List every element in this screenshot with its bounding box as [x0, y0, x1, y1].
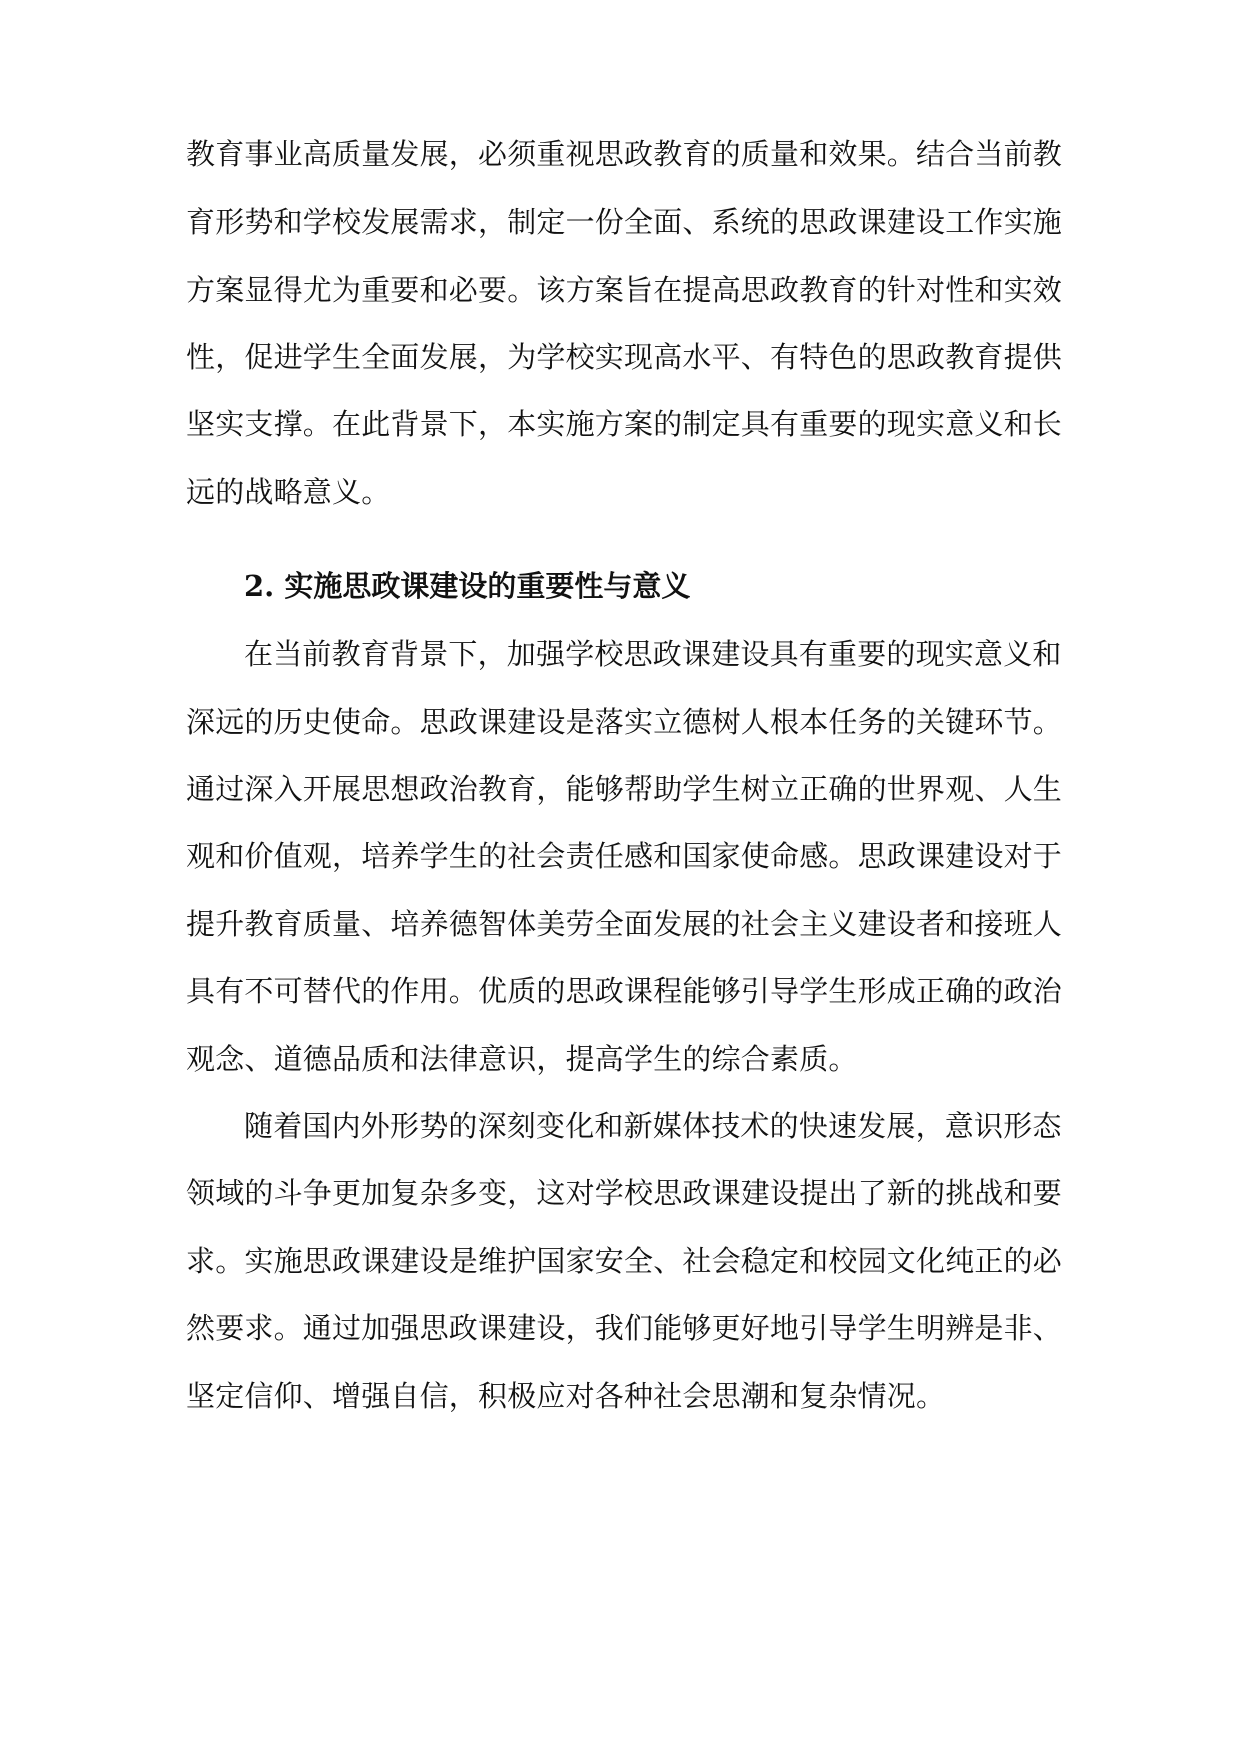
paragraph-line: 领域的斗争更加复杂多变，这对学校思政课建设提出了新的挑战和要	[186, 1176, 1063, 1210]
paragraph-line: 随着国内外形势的深刻变化和新媒体技术的快速发展，意识形态	[244, 1109, 1062, 1143]
paragraph-line: 育形势和学校发展需求，制定一份全面、系统的思政课建设工作实施	[186, 205, 1063, 239]
paragraph-line: 坚实支撑。在此背景下，本实施方案的制定具有重要的现实意义和长	[186, 407, 1063, 441]
paragraph-line: 观念、道德品质和法律意识，提高学生的综合素质。	[186, 1042, 858, 1076]
paragraph-line: 教育事业高质量发展，必须重视思政教育的质量和效果。结合当前教	[186, 137, 1063, 171]
section-heading: 2. 实施思政课建设的重要性与意义	[244, 569, 691, 603]
paragraph-line: 通过深入开展思想政治教育，能够帮助学生树立正确的世界观、人生	[186, 772, 1063, 806]
paragraph-line: 提升教育质量、培养德智体美劳全面发展的社会主义建设者和接班人	[186, 907, 1063, 941]
paragraph-line: 然要求。通过加强思政课建设，我们能够更好地引导学生明辨是非、	[186, 1311, 1063, 1345]
paragraph-line: 在当前教育背景下，加强学校思政课建设具有重要的现实意义和	[244, 637, 1062, 671]
paragraph-line: 深远的历史使命。思政课建设是落实立德树人根本任务的关键环节。	[186, 705, 1063, 739]
paragraph-line: 坚定信仰、增强自信，积极应对各种社会思潮和复杂情况。	[186, 1379, 946, 1413]
paragraph-line: 具有不可替代的作用。优质的思政课程能够引导学生形成正确的政治	[186, 974, 1063, 1008]
paragraph-line: 方案显得尤为重要和必要。该方案旨在提高思政教育的针对性和实效	[186, 273, 1063, 307]
paragraph-line: 远的战略意义。	[186, 475, 391, 509]
paragraph-line: 求。实施思政课建设是维护国家安全、社会稳定和校园文化纯正的必	[186, 1244, 1063, 1278]
paragraph-line: 观和价值观，培养学生的社会责任感和国家使命感。思政课建设对于	[186, 839, 1063, 873]
paragraph-line: 性，促进学生全面发展，为学校实现高水平、有特色的思政教育提供	[186, 340, 1063, 374]
